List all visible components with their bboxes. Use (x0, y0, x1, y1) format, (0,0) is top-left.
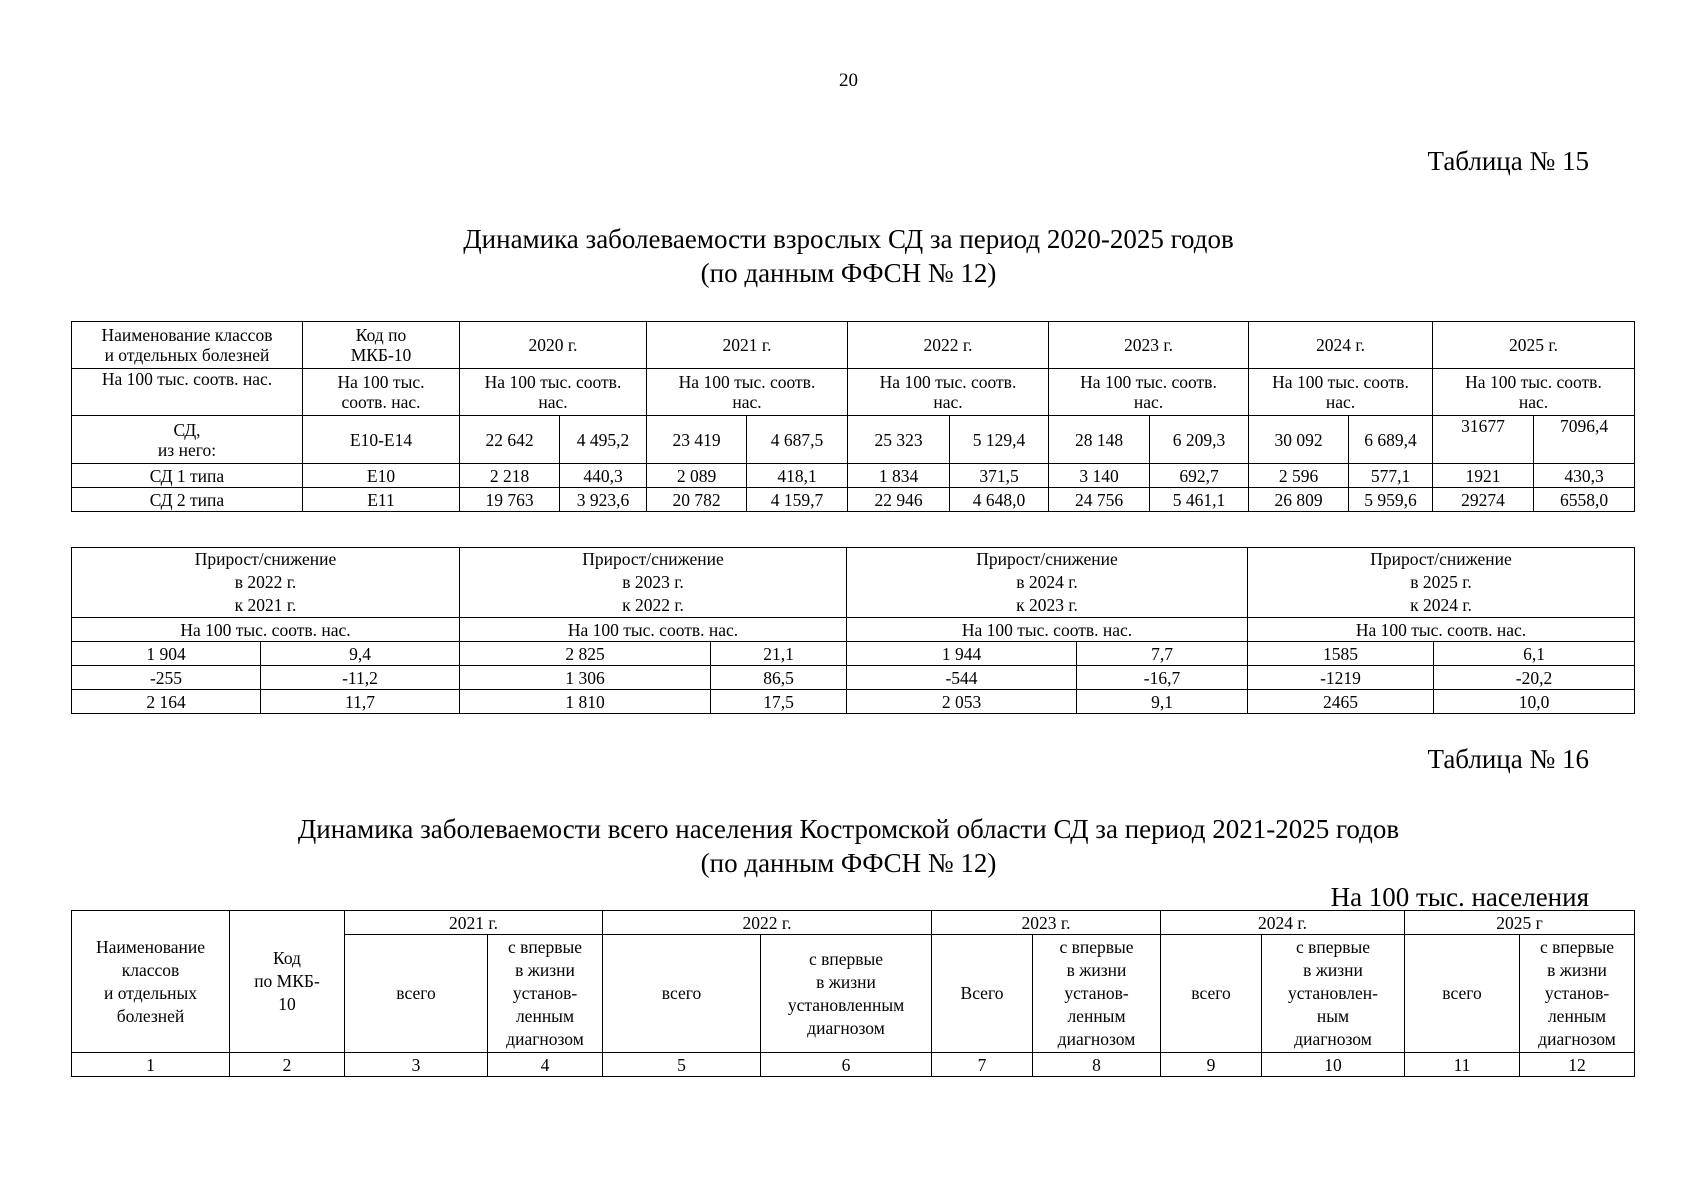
cell: -255 (72, 666, 261, 690)
cell: 25 323 (848, 416, 950, 464)
sub-year: На 100 тыс. соотв. нас. (1249, 369, 1433, 416)
sub-year: На 100 тыс. соотв. нас. (1433, 369, 1635, 416)
growth-head: Прирост/снижение в 2025 г. к 2024 г. (1248, 548, 1635, 618)
cell: 3 923,6 (560, 488, 647, 512)
table-15-title-line1: Динамика заболеваемости взрослых СД за период 2020-2025 годов (463, 224, 1234, 254)
table-row (72, 464, 1635, 488)
cell: -20,2 (1434, 666, 1635, 690)
cell: 1 904 (72, 642, 261, 666)
growth-head: Прирост/снижение в 2024 г. к 2023 г. (847, 548, 1248, 618)
col-number: 9 (1161, 1053, 1262, 1077)
cell: 3 140 (1049, 464, 1150, 488)
cell: 577,1 (1349, 464, 1433, 488)
cell: 1 306 (460, 666, 711, 690)
head-name: Наименование классов и отдельных болезней (72, 911, 230, 1053)
sub-code: На 100 тыс. соотв. нас. (303, 369, 460, 416)
col-number: 8 (1033, 1053, 1161, 1077)
head-year: 2023 г. (1049, 322, 1249, 369)
cell: 9,4 (261, 642, 460, 666)
cell: 2 596 (1249, 464, 1349, 488)
subhead: всего (1405, 935, 1520, 1053)
head-year: 2025 г (1405, 911, 1635, 935)
cell: 692,7 (1150, 464, 1249, 488)
table-15-label: Таблица № 15 (1427, 146, 1589, 176)
col-number: 11 (1405, 1053, 1520, 1077)
table-16-label: Таблица № 16 (1427, 744, 1589, 774)
growth-sub: На 100 тыс. соотв. нас. (72, 618, 460, 642)
cell: 2 164 (72, 690, 261, 714)
subhead: всего (1161, 935, 1262, 1053)
cell: 5 129,4 (950, 416, 1049, 464)
subhead: с впервые в жизни установленным диагнозом (761, 935, 932, 1053)
cell: 9,1 (1077, 690, 1248, 714)
cell: 7096,4 (1534, 416, 1635, 464)
col-number: 12 (1520, 1053, 1635, 1077)
cell: 24 756 (1049, 488, 1150, 512)
subhead: с впервые в жизни установ- ленным диагнозом (1033, 935, 1161, 1053)
sub-year: На 100 тыс. соотв. нас. (460, 369, 647, 416)
table-row (72, 1053, 1635, 1077)
cell: 10,0 (1434, 690, 1635, 714)
col-number: 6 (761, 1053, 932, 1077)
subhead: с впервые в жизни установ- ленным диагнозом (1520, 935, 1635, 1053)
head-name: Наименование классов и отдельных болезней (72, 322, 303, 369)
cell: 20 782 (647, 488, 747, 512)
cell: 2 218 (460, 464, 560, 488)
cell: 6,1 (1434, 642, 1635, 666)
cell: 4 648,0 (950, 488, 1049, 512)
row-name: СД, из него: (72, 416, 303, 464)
head-year: 2020 г. (460, 322, 647, 369)
row-code: E10 (303, 464, 460, 488)
growth-sub: На 100 тыс. соотв. нас. (460, 618, 847, 642)
sub-year: На 100 тыс. соотв. нас. (647, 369, 848, 416)
cell: -544 (847, 666, 1077, 690)
cell: 6558,0 (1534, 488, 1635, 512)
cell: 7,7 (1077, 642, 1248, 666)
subhead: всего (345, 935, 488, 1053)
row-name: СД 1 типа (72, 464, 303, 488)
cell: 1 810 (460, 690, 711, 714)
col-number: 1 (72, 1053, 230, 1077)
cell: 418,1 (747, 464, 848, 488)
col-number: 5 (603, 1053, 761, 1077)
table-15-growth (71, 547, 1635, 714)
cell: 22 946 (848, 488, 950, 512)
table-15-title-line2: (по данным ФФСН № 12) (700, 258, 997, 288)
table-15-title (0, 222, 1697, 290)
cell: 4 687,5 (747, 416, 848, 464)
table-row (72, 690, 1635, 714)
cell: 4 495,2 (560, 416, 647, 464)
cell: 2465 (1248, 690, 1434, 714)
cell: 1585 (1248, 642, 1434, 666)
cell: -1219 (1248, 666, 1434, 690)
cell: 31677 (1433, 416, 1534, 464)
growth-sub: На 100 тыс. соотв. нас. (1248, 618, 1635, 642)
cell: 26 809 (1249, 488, 1349, 512)
table-row (72, 666, 1635, 690)
cell: 371,5 (950, 464, 1049, 488)
table-16-title-line2: (по данным ФФСН № 12) (700, 848, 997, 878)
cell: 86,5 (711, 666, 847, 690)
cell: 2 089 (647, 464, 747, 488)
cell: 6 209,3 (1150, 416, 1249, 464)
cell: 19 763 (460, 488, 560, 512)
cell: 30 092 (1249, 416, 1349, 464)
growth-head: Прирост/снижение в 2023 г. к 2022 г. (460, 548, 847, 618)
col-number: 4 (488, 1053, 603, 1077)
sub-year: На 100 тыс. соотв. нас. (1049, 369, 1249, 416)
subhead: с впервые в жизни установ- ленным диагнозом (488, 935, 603, 1053)
cell: 2 053 (847, 690, 1077, 714)
cell: 11,7 (261, 690, 460, 714)
row-code: E11 (303, 488, 460, 512)
head-code: Код по МКБ-10 (303, 322, 460, 369)
head-year: 2021 г. (345, 911, 603, 935)
page-number: 20 (839, 70, 858, 91)
table-16-title (0, 812, 1697, 880)
growth-head: Прирост/снижение в 2022 г. к 2021 г. (72, 548, 460, 618)
table-16-main (71, 910, 1635, 1077)
subhead: с впервые в жизни установлен- ным диагнозом (1262, 935, 1405, 1053)
subhead: всего (603, 935, 761, 1053)
cell: 5 959,6 (1349, 488, 1433, 512)
cell: 430,3 (1534, 464, 1635, 488)
cell: 1 834 (848, 464, 950, 488)
cell: -16,7 (1077, 666, 1248, 690)
col-number: 3 (345, 1053, 488, 1077)
head-year: 2023 г. (932, 911, 1161, 935)
cell: 5 461,1 (1150, 488, 1249, 512)
cell: 29274 (1433, 488, 1534, 512)
cell: 21,1 (711, 642, 847, 666)
sub-name: На 100 тыс. соотв. нас. (72, 369, 303, 416)
cell: -11,2 (261, 666, 460, 690)
head-year: 2024 г. (1161, 911, 1405, 935)
head-year: 2021 г. (647, 322, 848, 369)
row-name: СД 2 типа (72, 488, 303, 512)
table-15-main (71, 321, 1635, 512)
head-year: 2025 г. (1433, 322, 1635, 369)
cell: 28 148 (1049, 416, 1150, 464)
head-year: 2022 г. (848, 322, 1049, 369)
subhead: Всего (932, 935, 1033, 1053)
sub-year: На 100 тыс. соотв. нас. (848, 369, 1049, 416)
cell: 6 689,4 (1349, 416, 1433, 464)
col-number: 7 (932, 1053, 1033, 1077)
table-row (72, 416, 1635, 464)
col-number: 2 (230, 1053, 345, 1077)
table-16-units: На 100 тыс. населения (1330, 882, 1589, 912)
head-year: 2022 г. (603, 911, 932, 935)
col-number: 10 (1262, 1053, 1405, 1077)
cell: 4 159,7 (747, 488, 848, 512)
growth-sub: На 100 тыс. соотв. нас. (847, 618, 1248, 642)
row-code: E10-E14 (303, 416, 460, 464)
cell: 22 642 (460, 416, 560, 464)
table-row (72, 488, 1635, 512)
cell: 17,5 (711, 690, 847, 714)
table-16-title-line1: Динамика заболеваемости всего населения Костромской области СД за период 2021-2025 годов (297, 814, 1400, 844)
cell: 440,3 (560, 464, 647, 488)
cell: 1921 (1433, 464, 1534, 488)
cell: 1 944 (847, 642, 1077, 666)
cell: 2 825 (460, 642, 711, 666)
head-year: 2024 г. (1249, 322, 1433, 369)
head-code: Код по МКБ- 10 (230, 911, 345, 1053)
cell: 23 419 (647, 416, 747, 464)
table-row (72, 642, 1635, 666)
